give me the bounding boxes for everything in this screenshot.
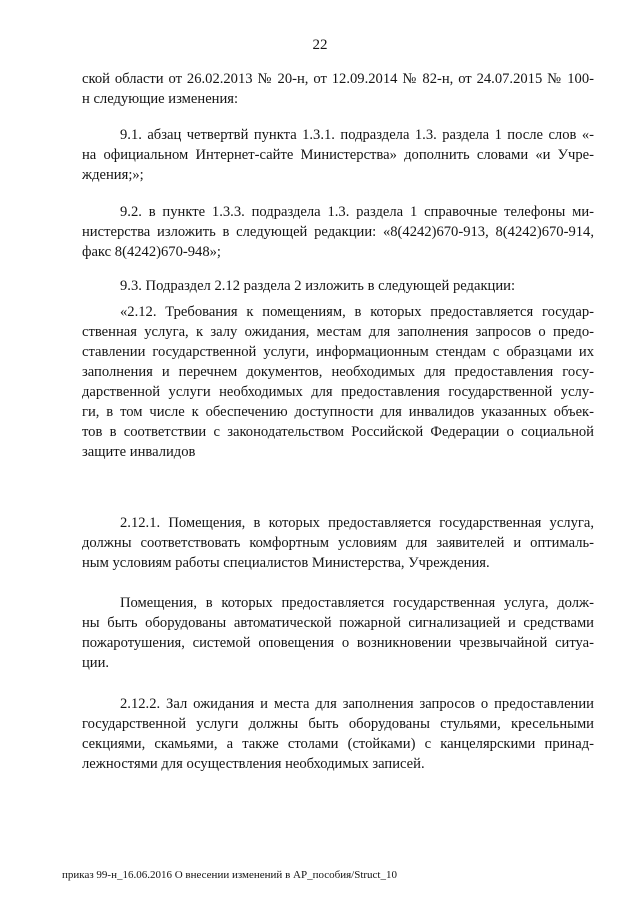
text-line: 9.1. абзац четвертвй пункта 1.3.1. подраздела 1.3. раздела 1 после слов «- bbox=[120, 127, 594, 143]
text-line: факс 8(4242)670-948»; bbox=[82, 244, 221, 260]
text-line: защите инвалидов bbox=[82, 444, 196, 460]
text-line: «2.12. Требования к помещениям, в которых предоставляется государ- bbox=[120, 304, 594, 320]
text-line: государственной услуги должны быть оборудованы стульями, кресельными bbox=[82, 716, 594, 732]
text-line: нистерства изложить в следующей редакции: «8(4242)670-913, 8(4242)670-914, bbox=[82, 224, 594, 240]
text-line: тов в соответствии с законодательством Российской Федерации о социальной bbox=[82, 424, 594, 440]
document-footer: приказ 99-н_16.06.2016 О внесении изменений в АР_пособия/Struct_10 bbox=[62, 869, 397, 881]
page-number: 22 bbox=[312, 37, 328, 53]
text-line: ставлении государственной услуги, информационным стендам с образцами их bbox=[82, 344, 594, 360]
text-line: лежностями для осуществления необходимых записей. bbox=[82, 756, 425, 772]
paragraph-section-2-12-1 bbox=[82, 513, 594, 573]
text-line: ской области от 26.02.2013 № 20-н, от 12.09.2014 № 82-н, от 24.07.2015 № 100- bbox=[82, 71, 594, 87]
paragraph-item-9-3 bbox=[82, 276, 594, 296]
text-line: 9.2. в пункте 1.3.3. подраздела 1.3. раздела 1 справочные телефоны ми- bbox=[120, 204, 594, 220]
text-line: 2.12.2. Зал ожидания и места для заполнения запросов о предоставлении bbox=[120, 696, 594, 712]
text-line: 2.12.1. Помещения, в которых предоставляется государственная услуга, bbox=[120, 515, 594, 531]
paragraph-section-2-12 bbox=[82, 302, 594, 462]
text-line: ны быть оборудованы автоматической пожарной сигнализацией и средствами bbox=[82, 615, 594, 631]
paragraph-intro-continuation bbox=[82, 69, 594, 109]
paragraph-item-9-1 bbox=[82, 125, 594, 185]
text-line: 9.3. Подраздел 2.12 раздела 2 изложить в следующей редакции: bbox=[120, 278, 516, 294]
text-line: ждения;»; bbox=[82, 167, 144, 183]
paragraph-item-9-2 bbox=[82, 202, 594, 262]
text-line: должны соответствовать комфортным условиям для заявителей и оптималь- bbox=[82, 535, 594, 551]
text-line: н следующие изменения: bbox=[82, 91, 239, 107]
text-line: ным условиям работы специалистов Министерства, Учреждения. bbox=[82, 555, 490, 571]
text-line: на официальном Интернет-сайте Министерства» дополнить словами «и Учре- bbox=[82, 147, 594, 163]
text-line: Помещения, в которых предоставляется государственная услуга, долж- bbox=[120, 595, 594, 611]
text-line: заполнения и перечнем документов, необходимых для предоставления госу- bbox=[82, 364, 594, 380]
text-line: секциями, скамьями, а также столами (стойками) с канцелярскими принад- bbox=[82, 736, 594, 752]
text-line: ции. bbox=[82, 655, 110, 671]
text-line: дарственной услуги необходимых для предоставления государственной услу- bbox=[82, 384, 594, 400]
text-line: пожаротушения, системой оповещения о возникновении чрезвычайной ситуа- bbox=[82, 635, 594, 651]
paragraph-premises-safety bbox=[82, 593, 594, 673]
text-line: ственная услуга, к залу ожидания, местам для заполнения запросов о предо- bbox=[82, 324, 594, 340]
text-line: ги, в том числе к обеспечению доступности для инвалидов указанных объек- bbox=[82, 404, 594, 420]
paragraph-section-2-12-2 bbox=[82, 694, 594, 774]
